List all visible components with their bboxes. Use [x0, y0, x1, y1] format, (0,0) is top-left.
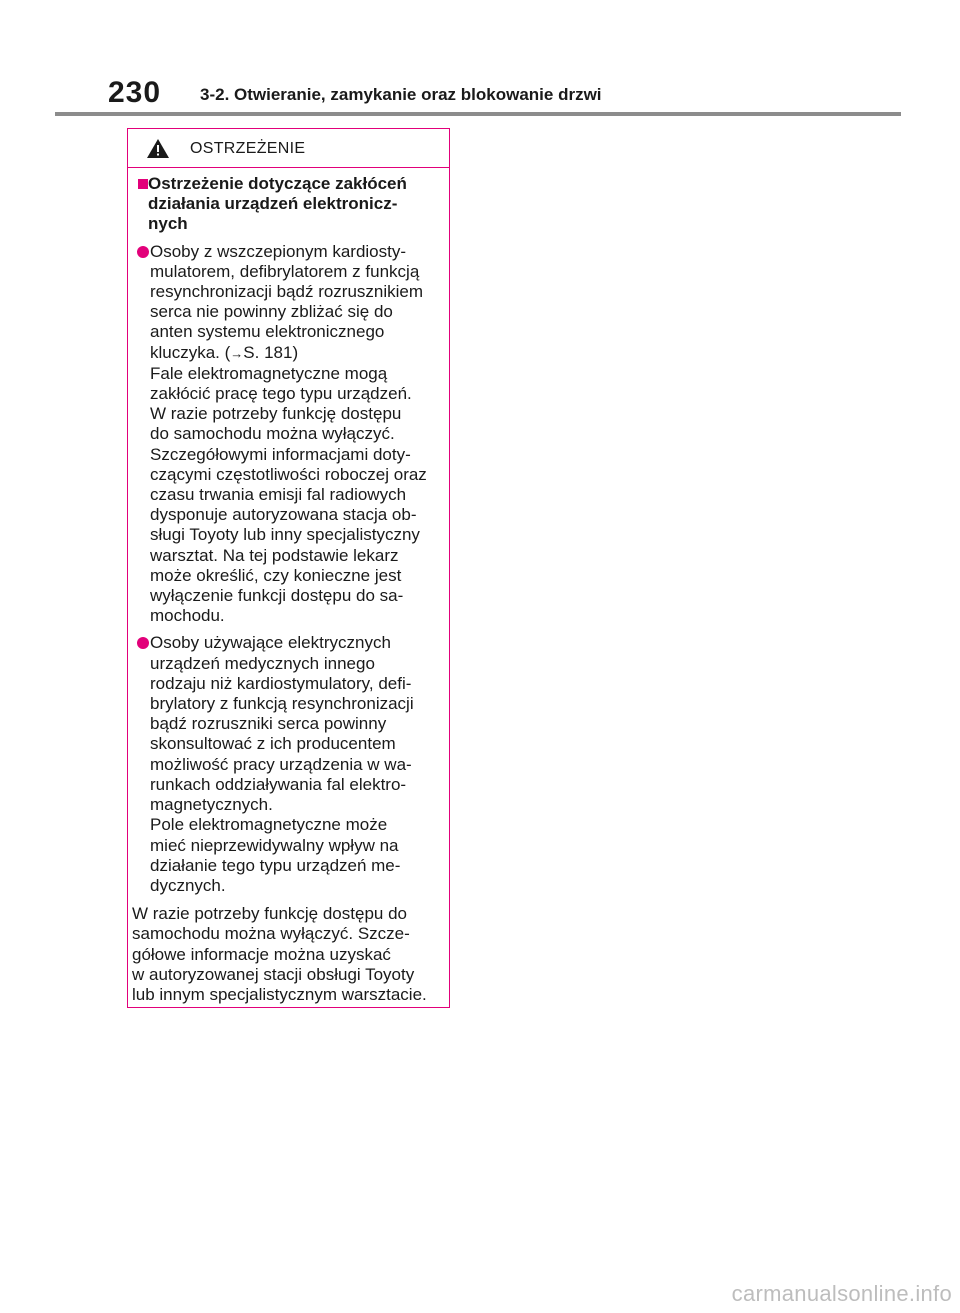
bullet-note [150, 364, 445, 627]
text-line: mulatorem, defibrylatorem z funkcją [150, 261, 420, 281]
warning-body [128, 168, 449, 1005]
text-line: możliwość pracy urządzenia w wa- [150, 754, 412, 774]
note-line: dycznych. [150, 875, 226, 895]
note-line: Pole elektromagnetyczne może [150, 815, 388, 835]
note-line: warsztat. Na tej podstawie lekarz [150, 545, 399, 565]
warning-header [128, 129, 449, 168]
text-line: magnetycznych. [150, 795, 273, 815]
text-line: samochodu można wyłączyć. Szcze- [132, 924, 410, 944]
footer-watermark: carmanualsonline.info [731, 1281, 952, 1306]
text-line: w autoryzowanej stacji obsługi Toyoty [132, 964, 415, 984]
note-line: czasu trwania emisji fal radiowych [150, 485, 407, 505]
note-line: czącymi częstotliwości roboczej oraz [150, 464, 427, 484]
arrow-right-icon: → [230, 345, 244, 361]
text-line: Osoby używające elektrycznych [150, 633, 391, 653]
square-bullet-icon [138, 179, 148, 189]
text-line: anten systemu elektronicznego [150, 322, 385, 342]
note-line: do samochodu można wyłączyć. [150, 424, 395, 444]
text-line: W razie potrzeby funkcję dostępu do [132, 904, 407, 924]
header-rule [55, 112, 901, 116]
subheading-line: nych [148, 214, 188, 234]
text-line: rodzaju niż kardiostymulatory, defi- [150, 673, 412, 693]
note-line: Szczegółowymi informacjami doty- [150, 444, 411, 464]
section-title: 3-2. Otwieranie, zamykanie oraz blokowanie drzwi [200, 85, 602, 104]
page-reference [150, 343, 445, 364]
note-line: może określić, czy konieczne jest [150, 565, 402, 585]
closing-paragraph [128, 904, 449, 1005]
bullet-item-pacemaker [128, 242, 449, 627]
circle-bullet-icon [137, 637, 149, 649]
bullet-item-medical-devices [128, 633, 449, 896]
page-number: 230 [108, 76, 162, 109]
text-line: skonsultować z ich producentem [150, 734, 396, 754]
text-line: runkach oddziaływania fal elektro- [150, 774, 407, 794]
note-line: Fale elektromagnetyczne mogą [150, 363, 388, 383]
reference-page: S. 181) [243, 342, 299, 362]
text-line: resynchronizacji bądź rozrusznikiem [150, 282, 424, 302]
text-line: urządzeń medycznych innego [150, 653, 375, 673]
subheading-line: działania urządzeń elektronicz- [148, 194, 398, 214]
text-line: lub innym specjalistycznym warsztacie. [132, 984, 427, 1004]
subheading-line: Ostrzeżenie dotyczące zakłóceń [148, 174, 407, 193]
text-line: brylatory z funkcją resynchronizacji [150, 694, 414, 714]
note-line: mieć nieprzewidywalny wpływ na [150, 835, 399, 855]
note-line: wyłączenie funkcji dostępu do sa- [150, 586, 404, 606]
bullet-note [150, 815, 445, 896]
page-header [0, 0, 960, 118]
text-line: gółowe informacje można uzyskać [132, 944, 391, 964]
note-line: działanie tego typu urządzeń me- [150, 855, 401, 875]
warning-title: OSTRZEŻENIE [190, 140, 306, 157]
note-line: zakłócić pracę tego typu urządzeń. [150, 384, 412, 404]
warning-triangle-icon [146, 138, 170, 159]
note-line: W razie potrzeby funkcję dostępu [150, 404, 402, 424]
reference-prefix: kluczyka. ( [150, 342, 231, 362]
note-line: mochodu. [150, 606, 225, 626]
text-line: serca nie powinny zbliżać się do [150, 302, 393, 322]
note-line: sługi Toyoty lub inny specjalistyczny [150, 525, 420, 545]
warning-subheading [128, 174, 449, 235]
text-line: bądź rozruszniki serca powinny [150, 714, 387, 734]
note-line: dysponuje autoryzowana stacja ob- [150, 505, 417, 525]
circle-bullet-icon [137, 246, 149, 258]
warning-box [127, 128, 450, 1008]
text-line: Osoby z wszczepionym kardiosty- [150, 241, 407, 261]
